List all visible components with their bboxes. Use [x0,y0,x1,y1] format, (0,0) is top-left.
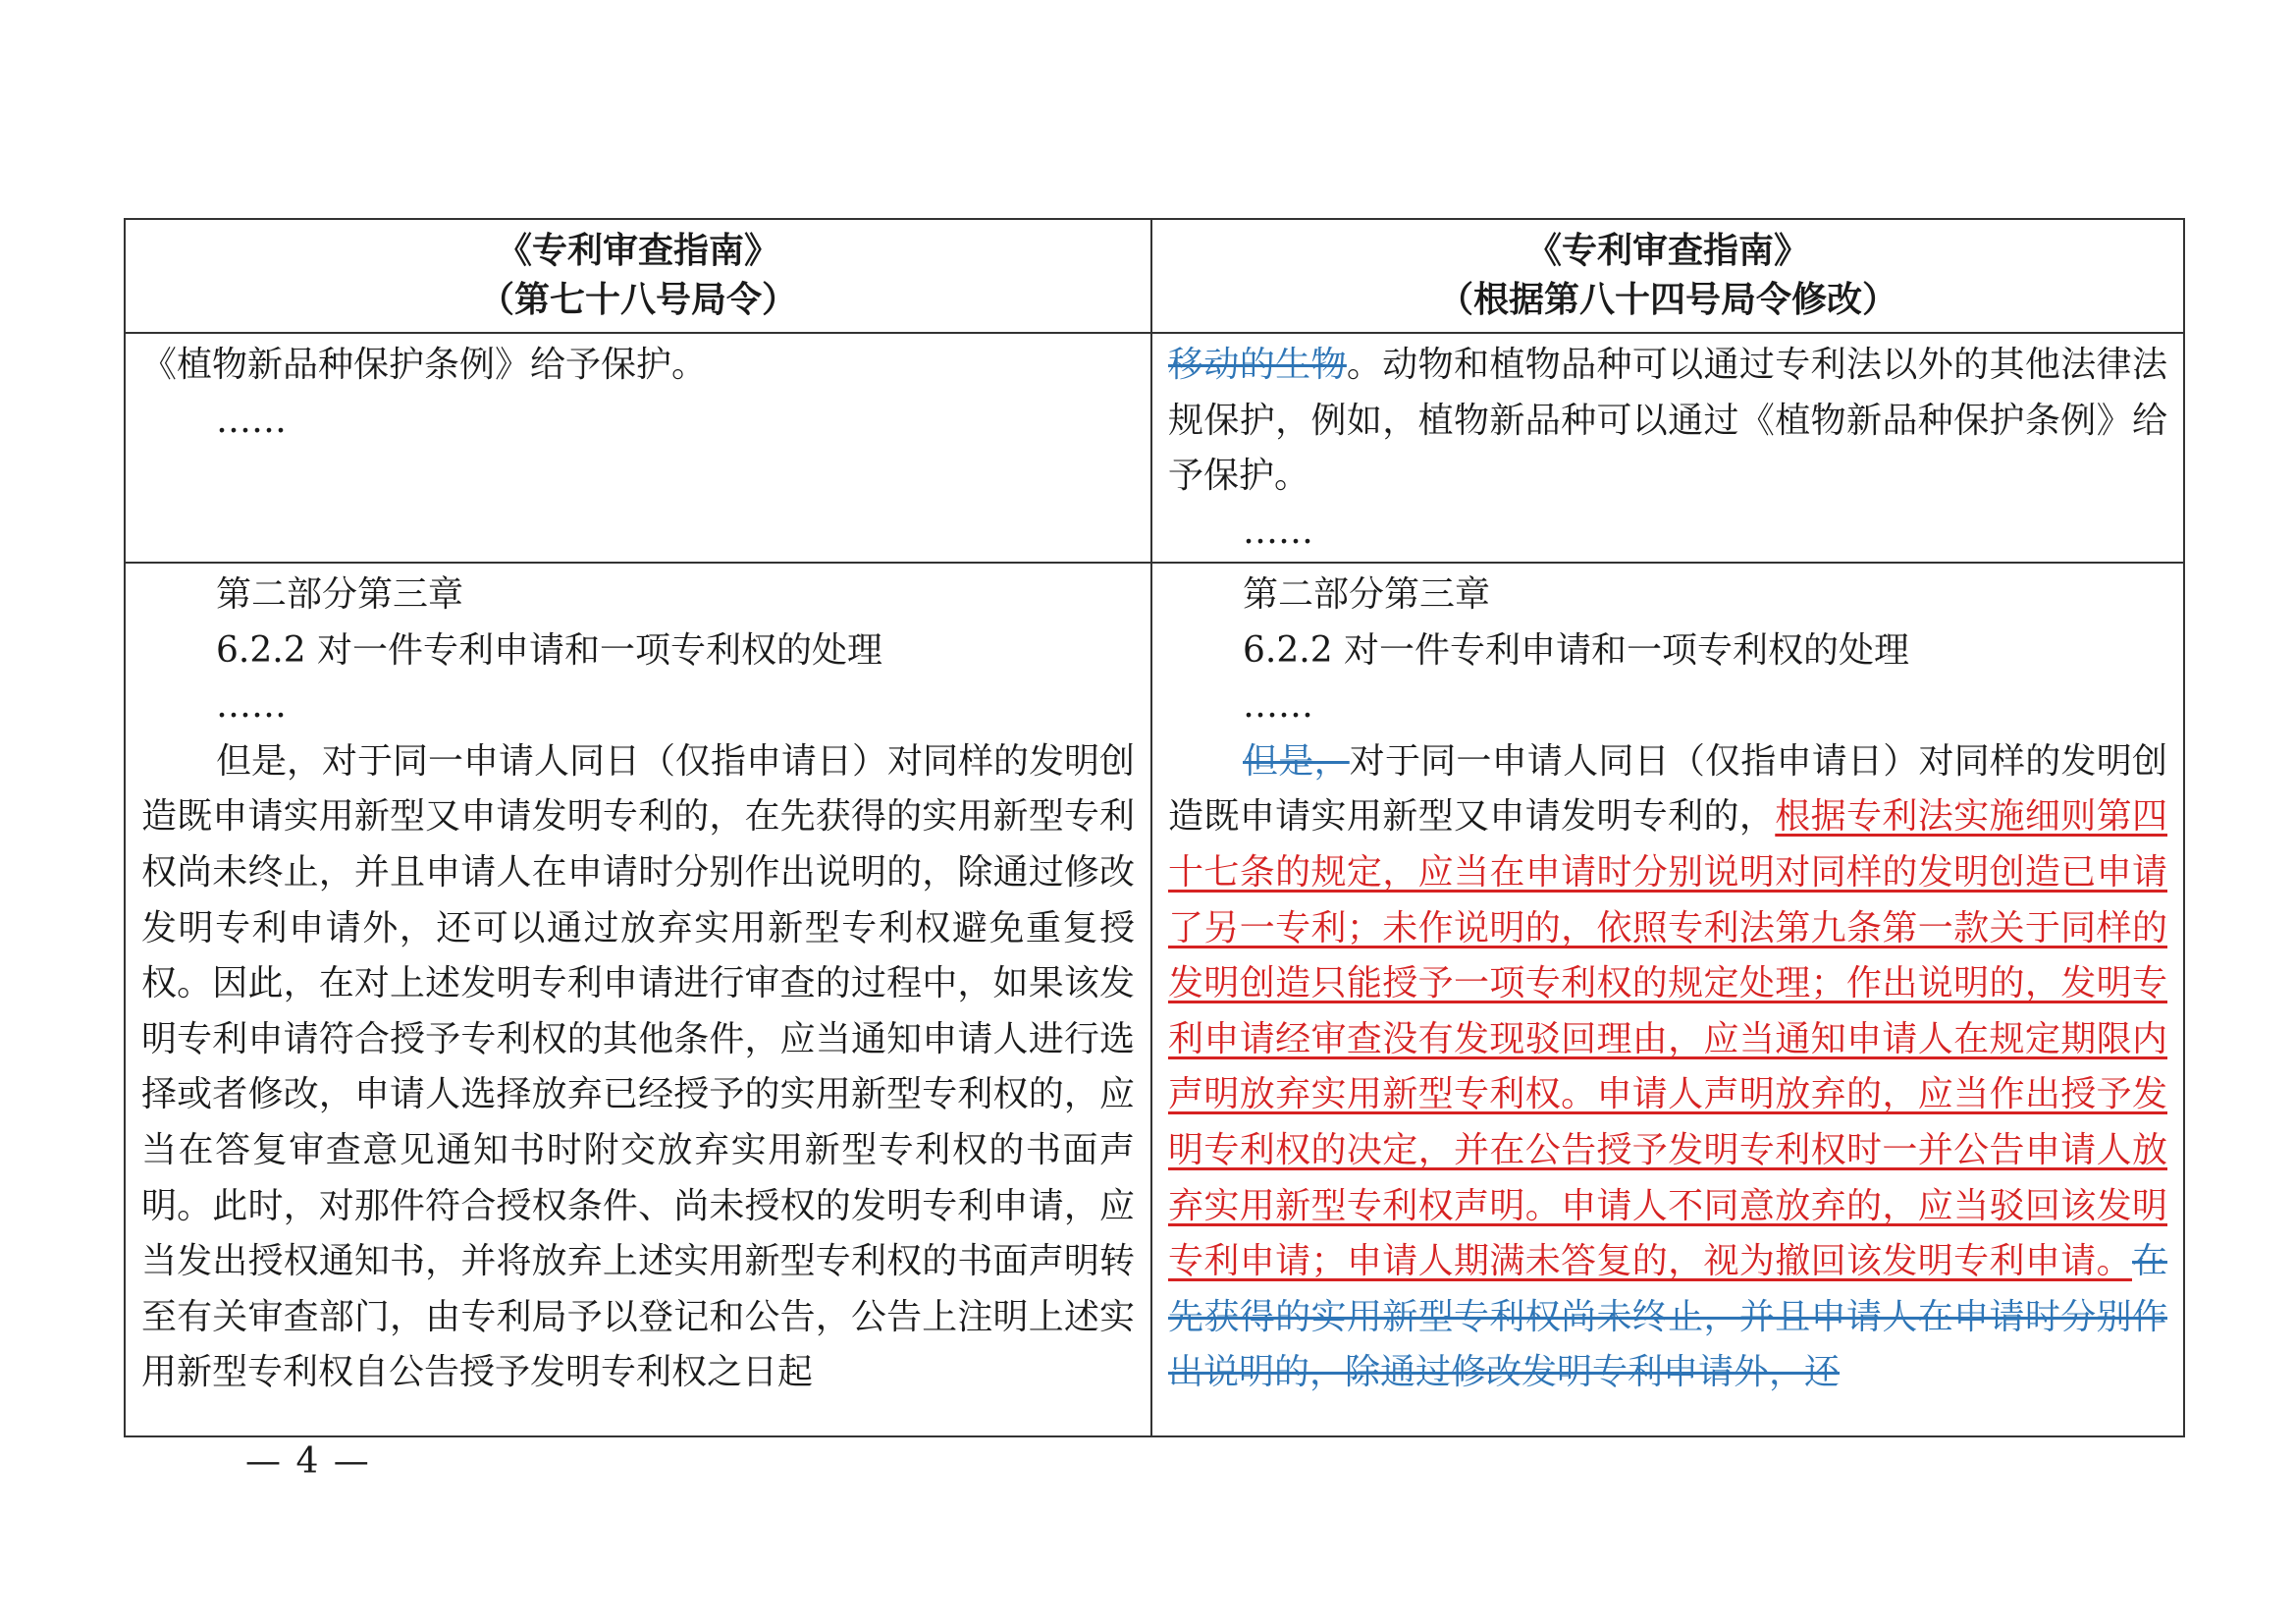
header-right-subtitle: （根据第八十四号局令修改） [1437,279,1897,320]
row2-left-cell [125,563,1151,1436]
right-ellipsis: …… [1243,685,1313,727]
right-body-paragraph [1168,734,2167,1401]
row1-left-cell [125,333,1151,563]
left-part-heading: 第二部分第三章 [216,574,464,615]
comparison-row-1 [125,333,2184,563]
row1-left-ellipsis: …… [216,400,287,441]
left-ellipsis: …… [216,685,287,727]
row2-right-cell [1151,563,2184,1436]
row1-left-line: 《植物新品种保护条例》给予保护。 [141,345,708,385]
comparison-table [124,218,2185,1437]
right-body-text: 对于同一申请人同日（仅指申请日）对同样的发明创造既申请实用新型又申请发明专利的， [1168,740,2167,838]
header-row [125,219,2184,333]
header-left-subtitle: （第七十八号局令） [478,279,797,320]
header-left [125,219,1151,333]
row1-right-text: 。动物和植物品种可以通过专利法以外的其他法律法规保护，例如，植物新品种可以通过《植物新品种保护条例》给予保护。 [1168,345,2167,497]
comparison-row-2 [125,563,2184,1436]
inserted-text: 根据专利法实施细则第四十七条的规定，应当在申请时分别说明对同样的发明创造已申请了另一专利；未作说明的，依照专利法第九条第一款关于同样的发明创造只能授予一项专利权的规定处理；作出说明的，发明专利申请经审查没有发现驳回理由，应当通知申请人在规定期限内声明放弃实用新型专利权。申请人声明放弃的，应当作出授予发明专利权的决定，并在公告授予发明专利权时一并公告申请人放弃实用新型专利权声明。申请人不同意放弃的，应当驳回该发明专利申请；申请人期满未答复的，视为撤回该发明专利申请。 [1168,796,2167,1282]
deleted-text: 在先获得的实用新型专利权尚未终止，并且申请人在申请时分别作出说明的，除通过修改发明专利申请外，还 [1168,1241,2167,1393]
row1-right-cell [1151,333,2184,563]
left-section-title: 6.2.2 对一件专利申请和一项专利权的处理 [216,629,883,671]
header-right-title: 《专利审查指南》 [1525,230,1809,271]
left-body-paragraph: 但是，对于同一申请人同日（仅指申请日）对同样的发明创造既申请实用新型又申请发明专利的，在先获得的实用新型专利权尚未终止，并且申请人在申请时分别作出说明的，除通过修改发明专利申请外，还可以通过放弃实用新型专利权避免重复授权。因此，在对上述发明专利申请进行审查的过程中，如果该发明专利申请符合授予专利权的其他条件，应当通知申请人进行选择或者修改，申请人选择放弃已经授予的实用新型专利权的，应当在答复审查意见通知书时附交放弃实用新型专利权的书面声明。此时，对那件符合授权条件、尚未授权的发明专利申请，应当发出授权通知书，并将放弃上述实用新型专利权的书面声明转至有关审查部门，由专利局予以登记和公告，公告上注明上述实用新型专利权自公告授予发明专利权之日起 [141,740,1135,1393]
row1-right-ellipsis: …… [1243,511,1313,552]
page-number: — 4 — [245,1441,371,1482]
deleted-text: 但是， [1243,740,1350,782]
row1-right-paragraph [1168,338,2167,505]
header-left-title: 《专利审查指南》 [496,230,779,271]
deleted-text: 移动的生物 [1168,345,1347,385]
header-right [1151,219,2184,333]
right-part-heading: 第二部分第三章 [1243,574,1491,615]
right-section-title: 6.2.2 对一件专利申请和一项专利权的处理 [1243,629,1910,671]
